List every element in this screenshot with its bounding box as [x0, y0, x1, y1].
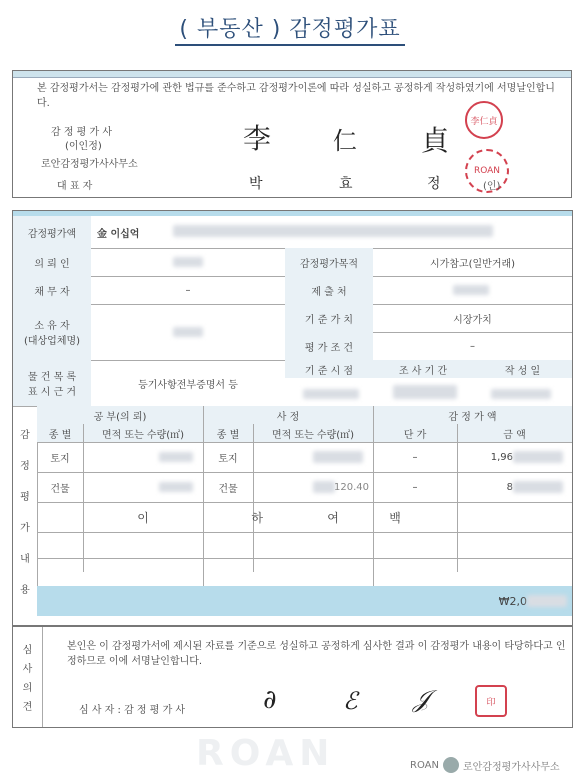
word-1: 이 — [137, 510, 149, 525]
public-label: 공 부(의 뢰) — [37, 406, 203, 424]
owner-label: 소 유 자 — [34, 321, 70, 332]
word-2: 하 — [251, 510, 263, 525]
basis-label: 기 준 가 치 — [285, 304, 373, 332]
list-label: 물 건 목 록 — [27, 372, 77, 383]
redacted-date — [303, 389, 359, 399]
col-area-2: 면적 또는 수량(㎡) — [253, 424, 373, 442]
redacted-amount — [513, 451, 563, 463]
client-label: 의 뢰 인 — [13, 248, 91, 276]
row1-amount: 1,96 — [490, 451, 513, 463]
col-amount: 금 액 — [457, 424, 572, 442]
redacted-owner — [173, 327, 203, 337]
brand-logo-icon — [443, 757, 459, 773]
redacted-area-2 — [313, 451, 363, 463]
owner-label-cell — [13, 304, 91, 360]
row-divider — [37, 558, 572, 559]
office-seal-icon: ROAN — [465, 149, 509, 193]
signature-char-1: 李 — [243, 122, 272, 155]
col-divider — [253, 424, 254, 572]
redacted-submit — [453, 285, 489, 295]
redacted-area — [159, 452, 193, 462]
section-char: 내 — [20, 554, 30, 565]
appraiser-label: 감 정 평 가 사 — [51, 127, 113, 138]
watermark: ROAN — [196, 733, 336, 774]
redacted-value — [173, 225, 493, 237]
section-char: 용 — [20, 585, 30, 596]
redacted-amount — [513, 481, 563, 493]
section-char: 정 — [20, 461, 30, 472]
basis-value: 시장가치 — [453, 314, 492, 326]
word-3: 여 — [327, 510, 339, 525]
word-4: 백 — [389, 510, 401, 525]
section-label — [13, 406, 37, 616]
review-char: 견 — [22, 702, 33, 713]
review-char: 사 — [22, 664, 33, 675]
section-char: 가 — [20, 523, 30, 534]
section-char: 감 — [20, 430, 30, 441]
review-char: 의 — [22, 683, 33, 694]
row1-kind: 토지 — [50, 453, 70, 465]
brand-text: ROAN — [410, 759, 439, 771]
valuation-label: 감 정 가 액 — [373, 406, 572, 424]
footer-brand — [410, 757, 560, 773]
reviewer-signature-1: ∂ — [263, 685, 277, 715]
col-kind-2: 종 별 — [203, 424, 253, 442]
review-label — [13, 627, 43, 727]
row2-amount: 8 — [506, 481, 513, 493]
review-char: 심 — [22, 645, 33, 656]
seal-mark: (인) — [483, 181, 501, 192]
document-title: ( 부동산 ) 감정평가표 — [0, 12, 580, 43]
value-label: 감정평가액 — [13, 216, 91, 248]
row2-kind-2: 건물 — [218, 483, 238, 495]
row1-kind-2: 토지 — [218, 453, 238, 465]
brand-sub: 로안감정평가사사무소 — [462, 761, 560, 773]
list-value: 등기사항전부증명서 등 — [138, 379, 238, 391]
owner-sub: (대상업체명) — [23, 336, 81, 347]
appraisal-table — [12, 210, 573, 626]
list-label-2: 표 시 근 거 — [27, 387, 77, 398]
representative-char-1: 박 — [249, 176, 263, 192]
representative-char-2: 효 — [339, 176, 353, 192]
signature-char-3: 貞 — [421, 124, 450, 157]
debtor-label: 채 무 자 — [13, 276, 91, 304]
redacted-client — [173, 257, 203, 267]
redacted-made — [491, 389, 551, 399]
row2-area-2: 120.40 — [334, 481, 369, 493]
reviewer-label: 심 사 자 : 감 정 평 가 사 — [79, 705, 186, 716]
row2-kind: 건물 — [50, 483, 70, 495]
submit-label: 제 출 처 — [285, 276, 373, 304]
condition-value: – — [470, 340, 475, 352]
representative-char-3: 정 — [427, 176, 441, 192]
col-divider — [83, 424, 84, 572]
col-unit: 단 가 — [373, 424, 457, 442]
redacted-area-2 — [313, 481, 335, 493]
purpose-label: 감정평가목적 — [285, 248, 373, 276]
row-divider — [37, 532, 572, 533]
declaration-header-bar — [13, 71, 571, 78]
review-box — [12, 626, 573, 728]
condition-label: 평 가 조 건 — [285, 332, 373, 360]
appraiser-sub: (이인정) — [65, 141, 102, 152]
row2-unit: – — [412, 481, 418, 493]
signature-char-2: 仁 — [333, 127, 357, 155]
value-text: 金 이십억 — [97, 228, 140, 240]
redacted-survey — [393, 385, 457, 399]
declaration-text: 본 감정평가서는 감정평가에 관한 법규를 준수하고 감정평가이론에 따라 성실하고 공정하게 작성하였기에 서명날인합니다. — [37, 83, 555, 109]
list-label-cell — [13, 360, 91, 406]
reviewer-seal-icon: 印 — [475, 685, 507, 717]
office-label: 로안감정평가사사무소 — [41, 159, 138, 170]
col-area: 면적 또는 수량(㎡) — [83, 424, 203, 442]
redacted-total — [527, 595, 567, 607]
row1-unit: – — [412, 451, 418, 463]
col-kind: 종 별 — [37, 424, 83, 442]
redacted-area — [159, 482, 193, 492]
debtor-value: – — [185, 284, 191, 296]
reviewer-signature-2: ℰ — [343, 687, 358, 715]
review-text: 본인은 이 감정평가서에 제시된 자료를 기준으로 성실하고 공정하게 심사한 결과 이 감정평가 내용이 타당하다고 인정하므로 이에 서명날인합니다. — [67, 641, 566, 667]
purpose-value: 시가참고(일반거래) — [429, 258, 516, 270]
made-label: 작 성 일 — [473, 360, 572, 378]
representative-label: 대 표 자 — [57, 181, 93, 192]
appraiser-seal-icon: 李仁貞 — [465, 101, 503, 139]
survey-label: 조 사 기 간 — [373, 360, 473, 378]
section-char: 평 — [20, 492, 30, 503]
declaration-box — [12, 70, 572, 198]
inspect-label: 사 정 — [203, 406, 373, 424]
date-label: 기 준 시 점 — [285, 360, 373, 378]
reviewer-signature-3: 𝒥 — [413, 685, 430, 713]
total-amount: ₩2,0 — [498, 594, 527, 608]
